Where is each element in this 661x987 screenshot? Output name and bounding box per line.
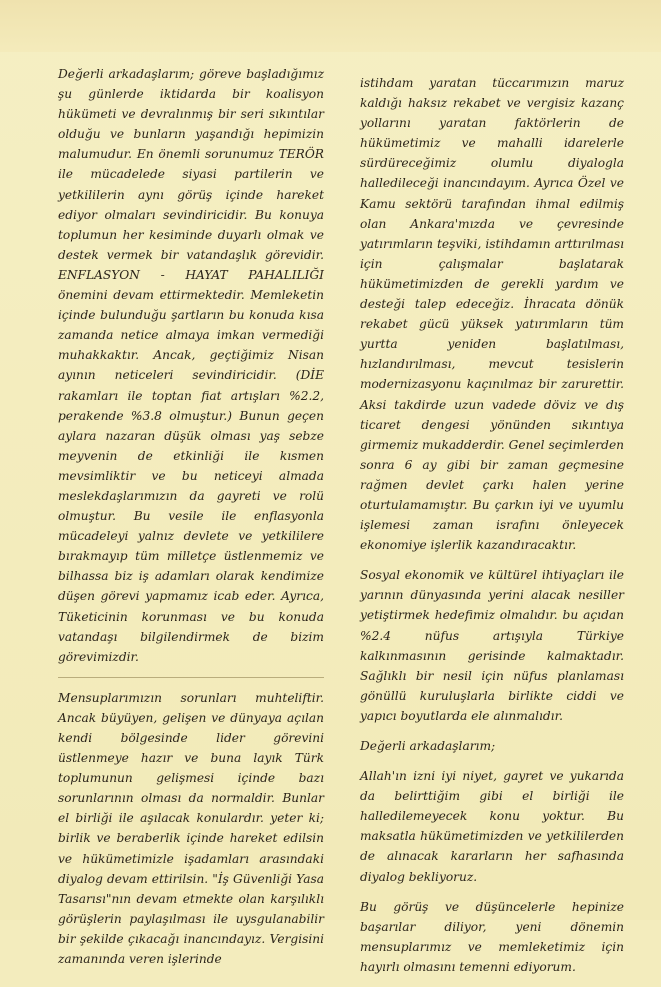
left-column xyxy=(58,64,324,979)
right-paragraph-1: istihdam yaratan tüccarımızın maruz kaldığı haksız rekabet ve vergisiz kazanç yollarını yaratan faktörlerin de hükümetimiz ve mahalli idarelerle sürdüreceğimiz olumlu diyalogla halledileceği inancındayım. Ayrıca Özel ve Kamu sektörü tarafından ihmal edilmiş olan Ankara'mızda ve çevresinde yatırımların teşviki, istihdamın arttırılması için çalışmalar başlatarak hükümetimizden de gerekli yardım ve desteği talep edeceğiz. İhracata dönük rekabet gücü yüksek yatırımların tüm yurtta yeniden başlatılması, hızlandırılması, mevcut tesislerin modernizasyonu kaçınılmaz bir zarurettir. Aksi takdirde uzun vadede döviz ve dış ticaret dengesi yönünden sıkıntıya girmemiz mukadderdir. Genel seçimlerden sonra 6 ay gibi bir zaman geçmesine rağmen devlet çarkı halen yerine oturtulamamıştır. Bu çarkın iyi ve uyumlu işlemesi zaman israfını önleyecek ekonomiye işlerlik kazandıracaktır. xyxy=(360,76,625,553)
divider-rule xyxy=(58,677,324,678)
right-column xyxy=(360,73,624,987)
left-paragraph-2: Mensuplarımızın sorunları muhteliftir. Ancak büyüyen, gelişen ve dünyaya açılan kendi bölgesinde lider görevini üstlenmeye hazır ve buna layık Türk toplumunun gelişmesi içinde bazı sorunlarının olması da normaldir. Bunlar el birliği ile aşılacak konulardır. yeter ki; birlik ve beraberlik içinde hareket edilsin ve hükümetimizle işadamları arasındaki diyalog devam ettirilsin. "İş Güvenliği Yasa Tasarısı"nın devam etmekte olan karşılıklı görüşlerin paylaşılması ile uysgulanabilir bir şekilde çıkacağı inancındayız. Vergisini zamanında veren işlerinde xyxy=(58,690,324,967)
right-paragraph-3: Allah'ın izni iyi niyet, gayret ve yukarıda da belirttiğim gibi el birliği ile halledilemeyecek konu yoktur. Bu maksatla hükümetimizden ve yetkililerden de alınacak kararların her safhasında diyalog bekliyoruz. xyxy=(360,769,624,884)
right-paragraph-4: Bu görüş ve düşüncelerle hepinize başarılar diliyor, yeni dönemin mensuplarımız ve memleketimiz için hayırlı olmasını temenni ediyorum. xyxy=(360,899,624,974)
left-paragraph-1: Değerli arkadaşlarım; göreve başladığımız şu günlerde iktidarda bir koalisyon hükümeti ve devralınmış bir seri sıkıntılar olduğu ve bunların yaşandığı hepimizin malumudur. En önemli sorunumuz TERÖR ile mücadelede siyasi partilerin ve yetkililerin aynı görüş içinde hareket ediyor olmaları sevindiricidir. Bu konuya toplumun her kesiminde duyarlı olmak ve destek vermek bir vatandaşlık görevidir. ENFLASYON - HAYAT PAHALILIĞI önemini devam ettirmektedir. Memleketin içinde bulunduğu şartların bu konuda kısa zamanda netice almaya imkan vermediği muhakkaktır. Ancak, geçtiğimiz Nisan ayının neticeleri sevindiricidir. (DİE rakamları ile toptan fiat artışları %2.2, perakende %3.8 olmuştur.) Bunun geçen aylara nazaran düşük olması yaş sebze meyvenin de etkinliği ile kısmen mevsimliktir ve bu neticeyi almada meslekdaşlarımızın da gayreti ve rolü olmuştur. Bu vesile ile enflasyonla mücadeleyi yalnız devlete ve yetkililere bırakmayıp tüm milletçe üstlenmemiz ve bilhassa biz iş adamları olarak kendimize düşen görevi yapmamız icab eder. Ayrıca, Tüketicinin korunması ve bu konuda vatandaşı bilgilendirmek de bizim görevimizdir. xyxy=(58,67,324,664)
top-band xyxy=(0,0,661,52)
right-paragraph-2: Sosyal ekonomik ve kültürel ihtiyaçları ile yarının dünyasında yerini alacak nesiller yetiştirmek hedefimiz olmalıdır. bu açıdan %2.4 nüfus artışıyla Türkiye kalkınmasının gerisinde kalmaktadır. Sağlıklı bir nesil için nüfus planlaması gönüllü kuruluşlarla birlikte ciddi ve yapıcı boyutlarda ele alınmalıdır. xyxy=(360,568,624,723)
right-paragraph-salutation: Değerli arkadaşlarım; xyxy=(360,739,496,753)
